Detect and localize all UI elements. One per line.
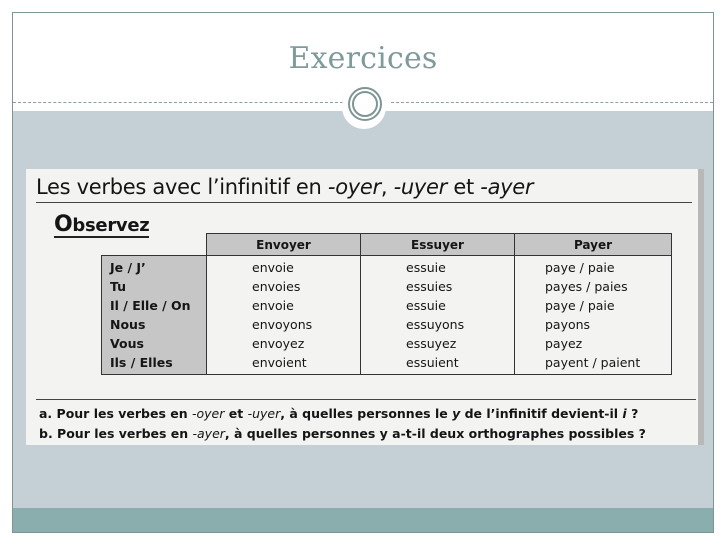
- header-payer: Payer: [515, 234, 672, 256]
- conjugation-table: [101, 233, 672, 375]
- table-row: [102, 315, 672, 334]
- dashed-divider-left: [13, 102, 343, 103]
- question-text: Pour les verbes en: [52, 406, 192, 421]
- question-italic: -oyer: [192, 406, 225, 421]
- person-cell: Ils / Elles: [102, 353, 207, 375]
- circle-ornament-icon: [348, 87, 382, 121]
- question-label: a.: [39, 406, 53, 421]
- envoyer-cell: envoie: [207, 296, 361, 315]
- question-text: , à quelles personnes le: [280, 406, 453, 421]
- heading-sep: et: [446, 175, 481, 199]
- question-text: de l’infinitif devient-il: [460, 406, 623, 421]
- person-cell: Nous: [102, 315, 207, 334]
- person-cell: Tu: [102, 277, 207, 296]
- slide-title: Exercices: [288, 41, 438, 76]
- person-cell: Je / J’: [102, 256, 207, 278]
- essuyer-cell: essuie: [361, 256, 515, 278]
- scanned-textbook-page: [26, 169, 704, 445]
- table-row: [102, 256, 672, 278]
- envoyer-cell: envoyez: [207, 334, 361, 353]
- payer-cell: payons: [515, 315, 672, 334]
- payer-cell: payent / paient: [515, 353, 672, 375]
- heading-rule: [36, 202, 692, 203]
- essuyer-cell: essuyez: [361, 334, 515, 353]
- heading-uyer: -uyer: [393, 175, 447, 199]
- question-text: , à quelles personnes y a-t-il deux orthographes possibles ?: [224, 426, 646, 441]
- envoyer-cell: envoient: [207, 353, 361, 375]
- payer-cell: paye / paie: [515, 296, 672, 315]
- question-label: b.: [39, 426, 53, 441]
- question-text: ?: [626, 406, 639, 421]
- envoyer-cell: envoies: [207, 277, 361, 296]
- table-header-row: [102, 234, 672, 256]
- payer-cell: payes / paies: [515, 277, 672, 296]
- essuyer-cell: essuyons: [361, 315, 515, 334]
- table-row: [102, 296, 672, 315]
- section-label-initial: O: [54, 212, 73, 237]
- footer-bar: [13, 508, 713, 532]
- question-italic: -uyer: [247, 406, 281, 421]
- question-italic: y: [452, 406, 461, 421]
- document-heading: [36, 175, 533, 199]
- essuyer-cell: essuies: [361, 277, 515, 296]
- essuyer-cell: essuient: [361, 353, 515, 375]
- payer-cell: paye / paie: [515, 256, 672, 278]
- table-row: [102, 334, 672, 353]
- table-row: [102, 353, 672, 375]
- slide-frame: [12, 12, 714, 533]
- question-italic: -ayer: [192, 426, 225, 441]
- questions-rule: [36, 399, 696, 400]
- heading-sep: ,: [380, 175, 394, 199]
- header-envoyer: Envoyer: [207, 234, 361, 256]
- envoyer-cell: envoyons: [207, 315, 361, 334]
- question-b: [39, 426, 646, 441]
- heading-ayer: -ayer: [480, 175, 534, 199]
- question-italic: i: [622, 406, 627, 421]
- dashed-divider-right: [391, 102, 713, 103]
- question-text: Pour les verbes en: [52, 426, 193, 441]
- header-essuyer: Essuyer: [361, 234, 515, 256]
- essuyer-cell: essuie: [361, 296, 515, 315]
- question-a: [39, 406, 638, 421]
- envoyer-cell: envoie: [207, 256, 361, 278]
- heading-oyer: -oyer: [327, 175, 381, 199]
- header-blank: [102, 234, 207, 256]
- person-cell: Il / Elle / On: [102, 296, 207, 315]
- section-label-rest: bservez: [72, 215, 150, 236]
- payer-cell: payez: [515, 334, 672, 353]
- question-text: et: [224, 406, 248, 421]
- table-row: [102, 277, 672, 296]
- heading-prefix: Les verbes avec l’infinitif en: [36, 175, 328, 199]
- person-cell: Vous: [102, 334, 207, 353]
